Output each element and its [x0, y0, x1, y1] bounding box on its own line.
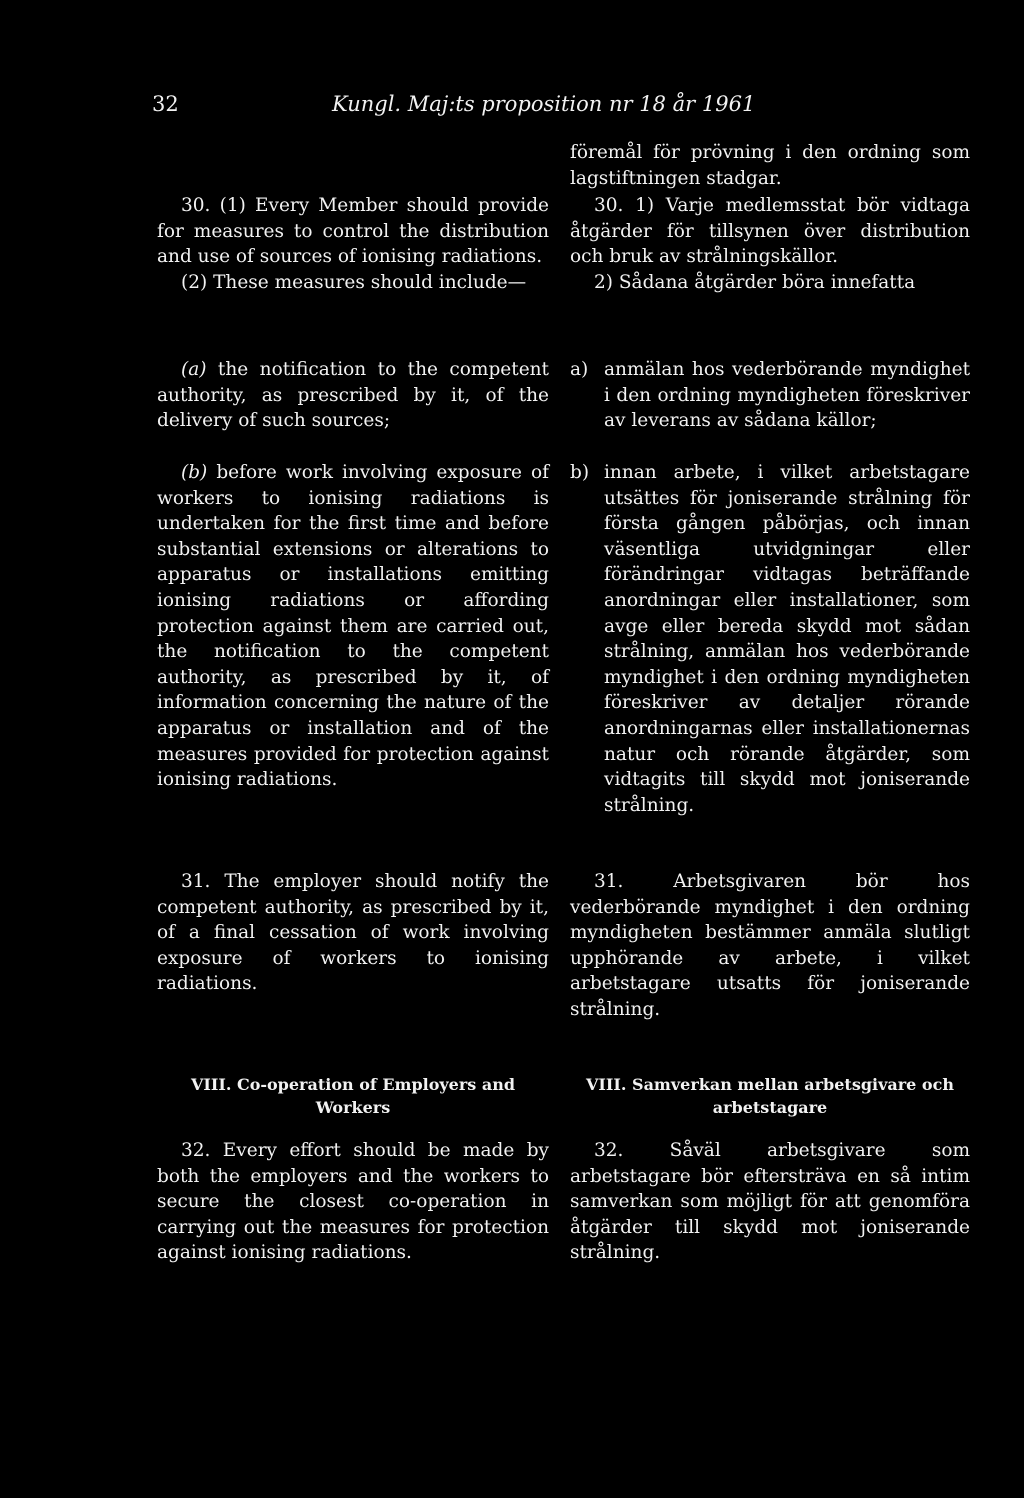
english-para-31: 31. The employer should notify the competent authority, as prescribed by it, of a final cessation of work involving exposure of workers to ionising radiations. — [157, 871, 549, 995]
swedish-para-31: 31. Arbetsgivaren bör hos vederbörande myndighet i den ordning myndigheten bestämmer anmäla slutligt upphörande av arbete, i vilket arbetstagare utsatts för joniserande strålning. — [570, 871, 970, 1020]
swedish-item-b — [570, 460, 970, 818]
swedish-item-a — [570, 357, 970, 434]
swedish-item-b-text: innan arbete, i vilket arbetstagare utsättes för joniserande strålning för första gången påbörjas, och innan väsentliga utvidgningar eller förändringar vidtagas beträffande anordningar eller installationer, som avge eller bereda skydd mot sådan strålning, anmälan hos vederbörande myndighet i den ordning myndigheten föreskriver av detaljer rörande anordningarnas eller installationernas natur och rörande åtgärder, som vidtagits till skydd mot joniserande strålning. — [604, 462, 970, 816]
swedish-section-viii-title: VIII. Samverkan mellan arbetsgivare och arbetstagare — [586, 1075, 954, 1117]
english-para-30-2: (2) These measures should include— — [181, 271, 527, 293]
english-item-b-label: (b) — [181, 462, 208, 483]
page-header — [152, 92, 872, 122]
swedish-para-30-2: 2) Sådana åtgärder böra innefatta — [594, 271, 916, 293]
swedish-item-b-label: b) — [570, 462, 590, 483]
english-para-30-1: 30. (1) Every Member should provide for measures to control the distribution and use of sources of ionising radiations. (2) These measures should include— — [157, 193, 549, 295]
english-item-b — [157, 460, 549, 793]
english-item-a-label: (a) — [181, 359, 207, 380]
english-para-32: 32. Every effort should be made by both the employers and the workers to secure the closest co-operation in carrying out the measures for protection against ionising radiations. — [157, 1140, 549, 1264]
running-title: Kungl. Maj:ts proposition nr 18 år 1961 — [332, 92, 756, 116]
english-item-b-text: before work involving exposure of workers to ionising radiations is undertaken for the first time and before substantial extensions or alterations to apparatus or installations emitting ionising radiations or affording protection against them are carried out, the notification to the competent authority, as prescribed by it, of information concerning the nature of the apparatus or installation and of the measures provided for protection against ionising radiations. — [157, 462, 549, 791]
swedish-para-32: 32. Såväl arbetsgivare som arbetstagare bör eftersträva en så intim samverkan som möjligt för att genomföra åtgärder till skydd mot joniserande strålning. — [570, 1140, 970, 1264]
swedish-continuation: föremål för prövning i den ordning som lagstiftningen stadgar. — [570, 142, 970, 189]
page-number: 32 — [152, 92, 179, 116]
english-item-a — [157, 357, 549, 434]
english-item-a-text: the notification to the competent authority, as prescribed by it, of the delivery of such sources; — [157, 359, 549, 432]
swedish-item-a-label: a) — [570, 359, 589, 380]
english-section-viii-title: VIII. Co-operation of Employers and Workers — [190, 1075, 516, 1117]
swedish-item-a-text: anmälan hos vederbörande myndighet i den ordning myndigheten föreskriver av leverans av sådana källor; — [604, 359, 970, 432]
swedish-para-30-1: 30. 1) Varje medlemsstat bör vidtaga åtgärder för tillsynen över distribution och bruk av strålningskällor. 2) Sådana åtgärder böra innefatta — [570, 193, 970, 295]
